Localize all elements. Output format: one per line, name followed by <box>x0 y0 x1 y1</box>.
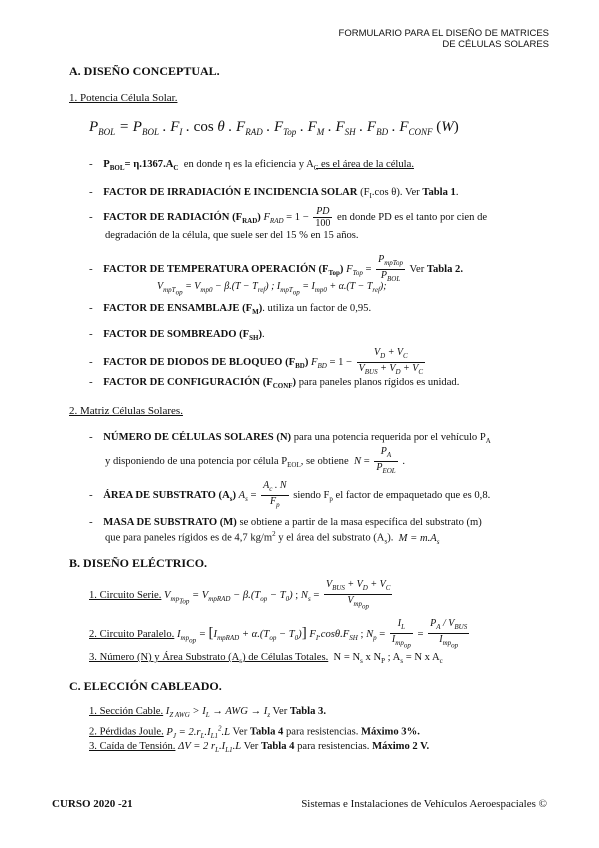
numero-celulas-line-2: y disponiendo de una potencia por célula $P_{EOL}$, se obtiene N = $\frac{P_A}{P_{EOL}}$ . <box>105 446 405 475</box>
bullet-sombreado: - FACTOR DE SOMBREADO $(F_{SH})$. <box>89 328 265 343</box>
bullet-area-substrato: - ÁREA DE SUBSTRATO $(A_s) A_s$ = $\frac{A_c . N}{F_p}$ siendo $F_p$ el factor de empaquetado que es 0,8. <box>89 480 491 509</box>
radiacion-text-2: degradación de la célula, que suele ser del 15 % en 15 años. <box>105 230 359 241</box>
main-formula: $P_{BOL} = P_{BOL}$ . $F_I$ . cos θ . $F_{RAD}$ . $F_{Top}$ . $F_M$ . $F_{SH}$ . $F_{BD}$ . $F_{CONF}$ (W) <box>89 119 459 137</box>
item-potencia-celula: 1. Potencia Célula Solar. <box>69 92 178 104</box>
numero-area-totales: 3. Número (N) y Área Substrato $(A_s)$ de Células Totales. $N = N_s$ x $N_P$ ; $A_s = N$ x $A_c$ <box>89 652 443 666</box>
section-a-title: A. DISEÑO CONCEPTUAL. <box>69 64 220 78</box>
perdidas-joule: 2. Pérdidas Joule. $P_J = 2.r_L.I_{L1}^2.L$ Ver Tabla 4 para resistencias. Máximo 3%. <box>89 724 420 740</box>
seccion-cable: 1. Sección Cable. $I_{Z AWG} > I_L$ → AWG → $I_z$ Ver Tabla 3. <box>89 706 326 720</box>
temp-formulas: $V_{mpT_{op}} = V_{mp0} - \beta.(T - T_{ref})$ ; $I_{mpT_{op}} = I_{mp0} + \alpha.(T - T_{ref})$; <box>157 281 387 297</box>
bullet-irradiacion: - FACTOR DE IRRADIACIÓN E INCIDENCIA SOLAR ($F_I.\cos$ θ). Ver Tabla 1. <box>89 186 459 201</box>
bullet-temperatura: - FACTOR DE TEMPERATURA OPERACIÓN $(F_{Top}) F_{Top}$ = $\frac{P_{mpTop}}{P_{BOL}}$ Ver Tabla 2. <box>89 254 464 283</box>
section-b-title: B. DISEÑO ELÉCTRICO. <box>69 556 208 570</box>
circuito-serie: 1. Circuito Serie. $V_{mp_{Top}} = V_{mpRAD} - \beta.(T_{op} - T_0)$ ; $N_s$ = $\frac{V_{BUS} + V_D + V_C}{V_{mp_{op}}}$ <box>89 579 391 611</box>
bullet-numero-celulas: - NÚMERO DE CÉLULAS SOLARES (N) para una potencia requerida por el vehículo $P_A$ <box>89 431 491 446</box>
circuito-paralelo: 2. Circuito Paralelo. $I_{mp_{op}} = [I_{mpRAD} + \alpha.(T_{op} - T_0)]$ $F_I.\cos\theta.F_{SH}$ ; $N_p$ = $\frac{I_L}{I_{mp_{op}}}$ = $\frac{P_A / V_{BUS}}{I_{mp_{op}}}$ <box>89 618 468 650</box>
bullet-pbol: - $P_{BOL}= \eta.1367.A_C$ en donde η es la eficiencia y $A_C$ es el área de la célula. <box>89 158 414 173</box>
caida-tension: 3. Caída de Tensión. ΔV = 2 $r_L.I_{L1}.L$ Ver Tabla 4 para resistencias. Máximo 2 V. <box>89 741 430 755</box>
header-line-1: FORMULARIO PARA EL DISEÑO DE MATRICES <box>338 28 549 39</box>
bullet-configuracion: - FACTOR DE CONFIGURACIÓN $(F_{CONF})$ para paneles planos rígidos es unidad. <box>89 376 460 391</box>
bullet-radiacion: - FACTOR DE RADIACIÓN $(F_{RAD}) F_{RAD} = 1$ − $\frac{PD}{100}$ en donde PD es el tanto por cien de <box>89 206 488 229</box>
masa-substrato-line-2: que para paneles rígidos es de 4,7 $kg/m^2$ y el área del substrato $(A_s)$. $M = m.A_s$ <box>105 530 440 546</box>
section-c-title: C. ELECCIÓN CABLEADO. <box>69 679 222 693</box>
bullet-diodos: - FACTOR DE DIODOS DE BLOQUEO $(F_{BD}) F_{BD} = 1$ − $\frac{V_D + V_C}{V_{BUS} + V_D + V_C}$ <box>89 347 424 376</box>
item-matriz-celulas: 2. Matriz Células Solares. <box>69 405 183 417</box>
footer-course: CURSO 2020 -21 <box>52 798 133 810</box>
header-line-2: DE CÉLULAS SOLARES <box>442 39 549 50</box>
bullet-ensamblaje: - FACTOR DE ENSAMBLAJE $(F_M)$. utiliza un factor de 0,95. <box>89 302 372 317</box>
bullet-masa-substrato: - MASA DE SUBSTRATO (M) se obtiene a partir de la masa específica del substrato (m) <box>89 516 482 528</box>
footer-subject: Sistemas e Instalaciones de Vehículos Aeroespaciales © <box>301 798 547 810</box>
